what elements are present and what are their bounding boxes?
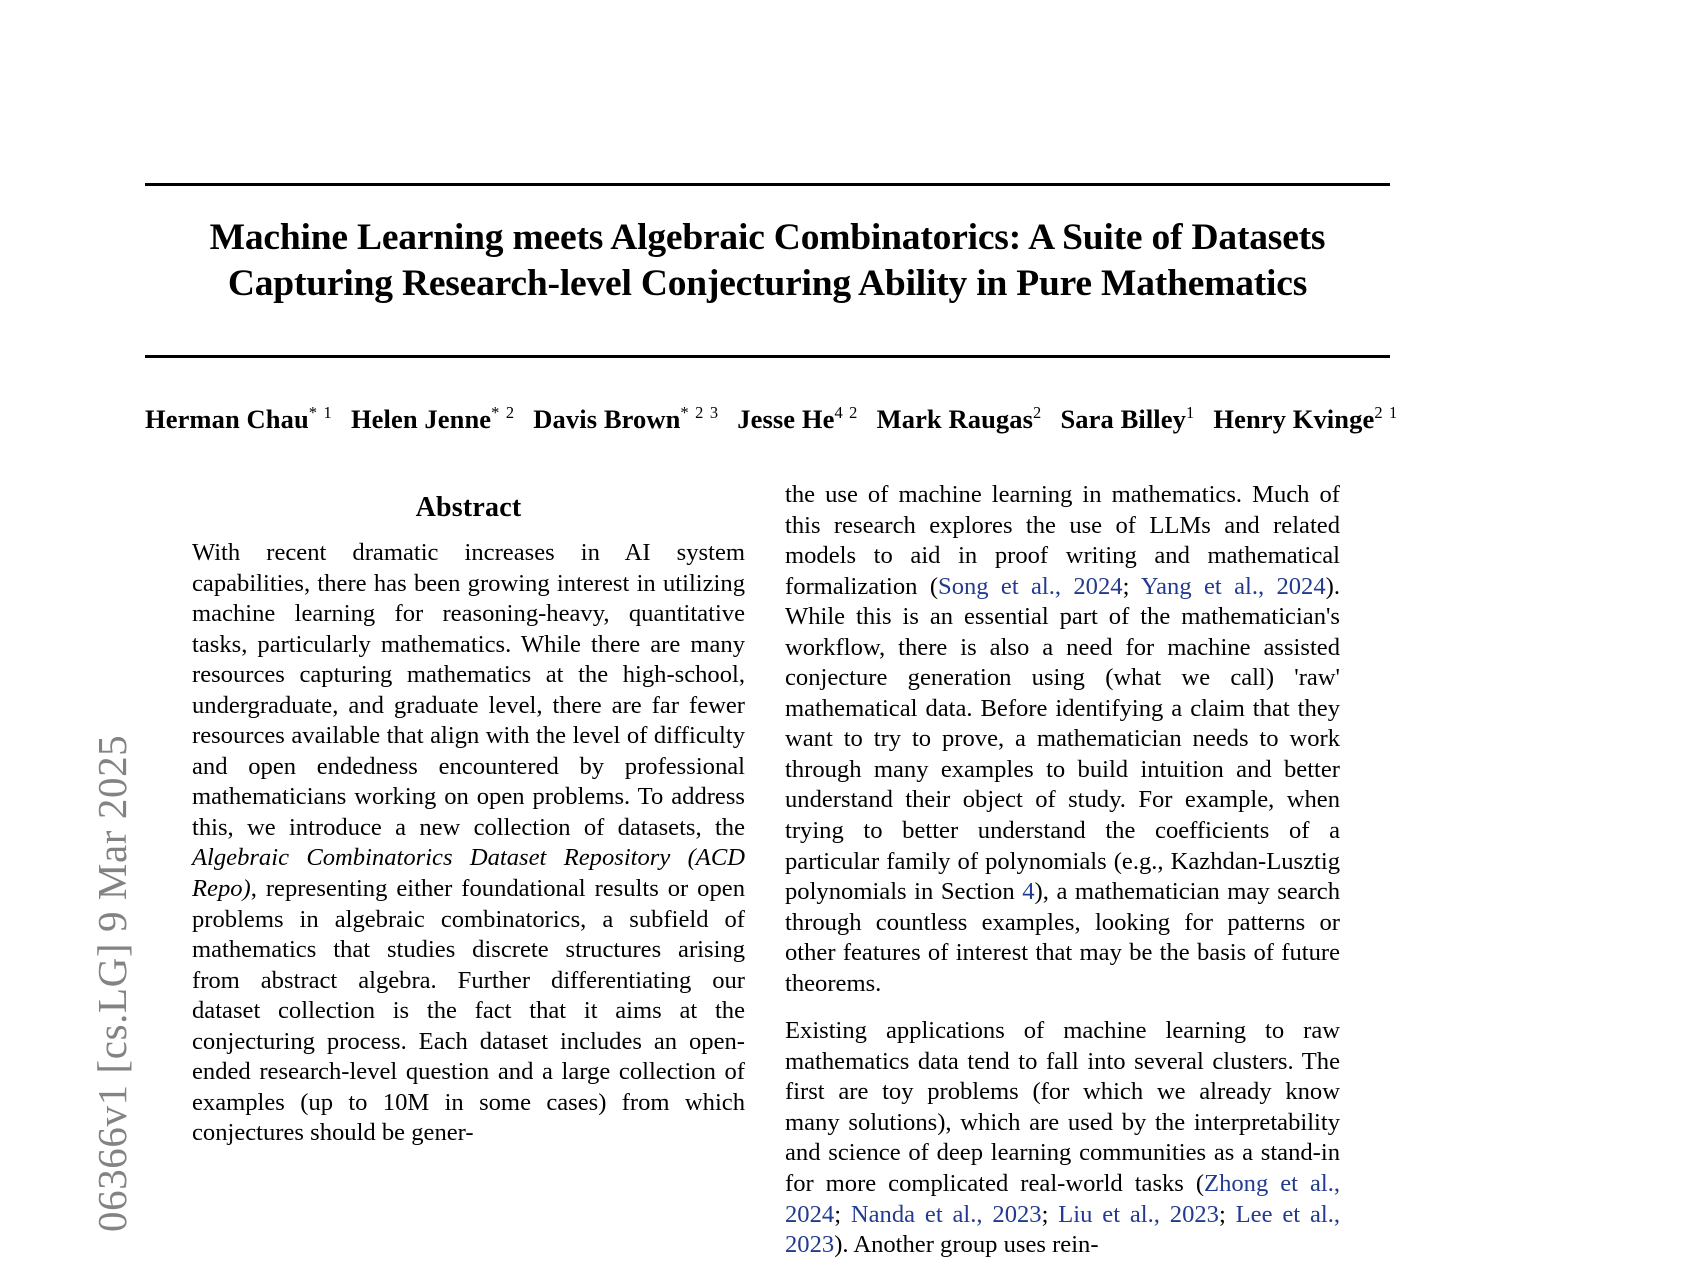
author-entry	[877, 404, 1043, 434]
dataset-repository-name: Algebraic Combinatorics Dataset Repository (ACD Repo)	[192, 844, 745, 903]
author-affiliation-marks: 1	[1185, 403, 1196, 422]
author-name: Jesse He	[737, 403, 835, 434]
abstract-text	[191, 538, 746, 1149]
citation-link-lee[interactable]: Lee et al., 2023	[785, 1200, 1340, 1259]
author-name: Davis Brown	[533, 403, 681, 434]
paper-page	[145, 0, 1399, 1275]
author-list	[145, 403, 1399, 435]
citation-link-liu[interactable]: Liu et al., 2023	[1058, 1200, 1219, 1228]
author-affiliation-marks: * 2	[491, 403, 516, 422]
author-entry	[145, 404, 333, 434]
title-rule-bottom	[145, 355, 1390, 358]
two-column-body	[145, 480, 1390, 1275]
paragraph-segment: ). While this is an essential part of the mathematician's workflow, there is also a need for machine assisted conjecture generation using (what we call) 'raw' mathematical data. Before identifying a claim that they want to try to prove, a mathematician needs to work through many examples to build intuition and better understand their object of study. For example, when trying to better understand the coefficients of a particular family of polynomials (e.g., Kazhdan-Lusztig polynomials in Section	[785, 572, 1340, 906]
author-entry	[1060, 404, 1195, 434]
author-affiliation-marks: * 2 3	[680, 403, 720, 422]
citation-link-song[interactable]: Song et al., 2024	[938, 572, 1123, 600]
title-block	[145, 215, 1390, 307]
author-entry	[1213, 404, 1398, 434]
citation-link-nanda[interactable]: Nanda et al., 2023	[850, 1200, 1042, 1228]
author-entry	[533, 404, 719, 434]
author-affiliation-marks: * 1	[308, 403, 333, 422]
author-name: Helen Jenne	[350, 403, 492, 434]
paragraph-segment: Existing applications of machine learning to raw mathematics data tend to fall into several clusters. The first are toy problems (for which we already know many solutions), which are used by the interpretability and science of deep learning communities as a stand-in for more complicated real-world tasks (	[785, 1017, 1340, 1198]
citation-separator: ;	[1122, 572, 1141, 600]
abstract-part-2: , representing either foundational results or open problems in algebraic combinatorics, a subfield of mathematics that studies discrete structures arising from abstract algebra. Further differentiating our dataset collection is the fact that it aims at the conjecturing process. Each dataset includes an open-ended research-level question and a large collection of examples (up to 10M in some cases) from which conjectures should be gener-	[192, 875, 745, 1147]
citation-separator: ;	[1041, 1200, 1059, 1228]
author-entry	[737, 404, 858, 434]
section-link-4[interactable]: 4	[1022, 878, 1035, 906]
left-column	[191, 480, 746, 1275]
page-title: Machine Learning meets Algebraic Combinatorics: A Suite of Datasets Capturing Research-level Conjecturing Ability in Pure Mathematics	[209, 217, 1326, 304]
author-name: Herman Chau	[145, 403, 309, 434]
author-entry	[351, 404, 515, 434]
author-name: Sara Billey	[1060, 403, 1186, 434]
citation-separator: ;	[1218, 1200, 1236, 1228]
title-rule-top	[145, 183, 1390, 186]
citation-link-yang[interactable]: Yang et al., 2024	[1140, 572, 1326, 600]
intro-paragraph-2	[785, 1016, 1340, 1260]
citation-separator: ;	[834, 1200, 851, 1228]
intro-paragraph-1	[785, 480, 1340, 999]
citation-link-zhong[interactable]: Zhong et al., 2024	[785, 1170, 1340, 1228]
paragraph-segment: ). Another group uses rein-	[834, 1231, 1099, 1259]
author-affiliation-marks: 2 1	[1374, 403, 1399, 422]
abstract-part-1: With recent dramatic increases in AI system capabilities, there has been growing interest in utilizing machine learning for reasoning-heavy, quantitative tasks, particularly mathematics. While there are many resources capturing mathematics at the high-school, undergraduate, and graduate level, there are far fewer resources available that align with the level of difficulty and open endedness encountered by professional mathematicians working on open problems. To address this, we introduce a new collection of datasets, the	[192, 539, 745, 841]
right-column	[785, 480, 1340, 1275]
author-name: Mark Raugas	[876, 403, 1034, 434]
author-affiliation-marks: 4 2	[834, 403, 859, 422]
paragraph-segment: ), a mathematician may search through countless examples, looking for patterns or other features of interest that may be the basis of future theorems.	[785, 878, 1340, 997]
author-name: Henry Kvinge	[1213, 403, 1375, 434]
arxiv-identifier-stamp: 06366v1 [cs.LG] 9 Mar 2025	[89, 734, 135, 1232]
abstract-heading: Abstract	[415, 492, 522, 523]
paragraph-segment: the use of machine learning in mathematics. Much of this research explores the use of LLMs and related models to aid in proof writing and mathematical formalization (	[785, 481, 1340, 600]
author-affiliation-marks: 2	[1033, 403, 1043, 422]
